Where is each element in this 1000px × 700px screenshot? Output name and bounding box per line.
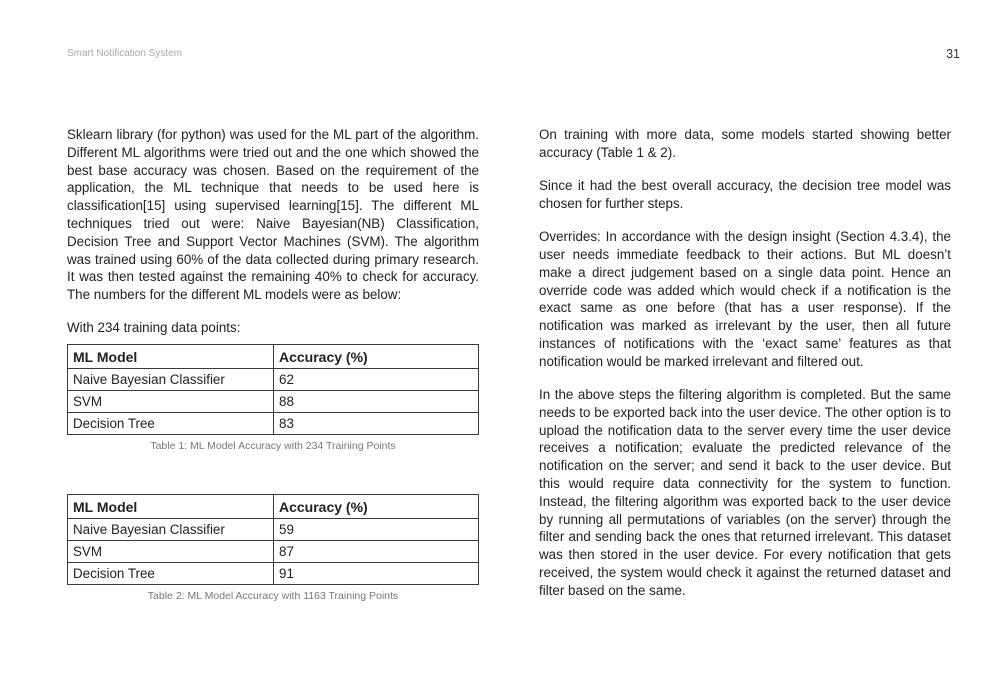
table-1-accuracy [67,344,479,435]
body-paragraph: On training with more data, some models started showing better accuracy (Table 1 & 2). [539,127,951,160]
accuracy-cell: 91 [274,563,479,585]
accuracy-cell: 83 [274,413,479,435]
table-2-caption: Table 2: ML Model Accuracy with 1163 Training Points [147,590,399,602]
table-header-row [68,345,479,369]
model-cell: Naive Bayesian Classifier [68,519,274,541]
column-header: ML Model [68,495,274,519]
table-row [68,369,479,391]
column-header: Accuracy (%) [274,495,479,519]
page-number: 31 [946,47,960,61]
table-row [68,413,479,435]
accuracy-cell: 87 [274,541,479,563]
model-cell: Decision Tree [68,563,274,585]
table-1-caption: Table 1: ML Model Accuracy with 234 Training Points [150,440,396,452]
body-paragraph: Overrides: In accordance with the design insight (Section 4.3.4), the user needs immediate feedback to their actions. But ML doesn’t make a direct judgement based on a single data point. Hence an override code was added which would check if a notification is the exact same as one before (that has a user response). If the notification was marked as irrelevant by the user, then all future instances of notifications with the ‘exact same’ features as that notification would be marked irrelevant and filtered out. [539,229,951,369]
model-cell: SVM [68,391,274,413]
model-cell: Naive Bayesian Classifier [68,369,274,391]
table-2-accuracy [67,494,479,585]
table-row [68,391,479,413]
model-cell: SVM [68,541,274,563]
column-header: ML Model [68,345,274,369]
left-column [67,126,479,319]
accuracy-cell: 59 [274,519,479,541]
accuracy-cell: 62 [274,369,479,391]
body-paragraph: Sklearn library (for python) was used for the ML part of the algorithm. Different ML algorithms were tried out and the one which showed the best base accuracy was chosen. Based on the requirement of the application, the ML technique that needs to be used here is classification[15] using supervised learning[15]. The different ML techniques tried out were: Naive Bayesian(NB) Classification, Decision Tree and Support Vector Machines (SVM). The algorithm was trained using 60% of the data collected during primary research. It was then tested against the remaining 40% to check for accuracy. The numbers for the different ML models were as below: [67,127,479,303]
table1-intro: With 234 training data points: [67,320,241,335]
table-row [68,541,479,563]
accuracy-cell: 88 [274,391,479,413]
body-paragraph: In the above steps the filtering algorithm is completed. But the same needs to be exported back into the user device. The other option is to upload the notification data to the server every time the user device receives a notification; evaluate the predicted relevance of the notification on the server; and send it back to the user device. But this would require data connectivity for the system to function. Instead, the filtering algorithm was exported back to the user device by running all permutations of variables (on the server) through the filter and sending back the ones that returned irrelevant. This dataset was then stored in the user device. For every notification that gets received, the system would check it against the returned dataset and filter based on the same. [539,387,951,598]
body-paragraph: Since it had the best overall accuracy, the decision tree model was chosen for further steps. [539,178,951,211]
model-cell: Decision Tree [68,413,274,435]
running-header-title: Smart Notification System [67,48,183,59]
table-row [68,563,479,585]
right-column [539,126,951,615]
table-header-row [68,495,479,519]
table-row [68,519,479,541]
column-header: Accuracy (%) [274,345,479,369]
